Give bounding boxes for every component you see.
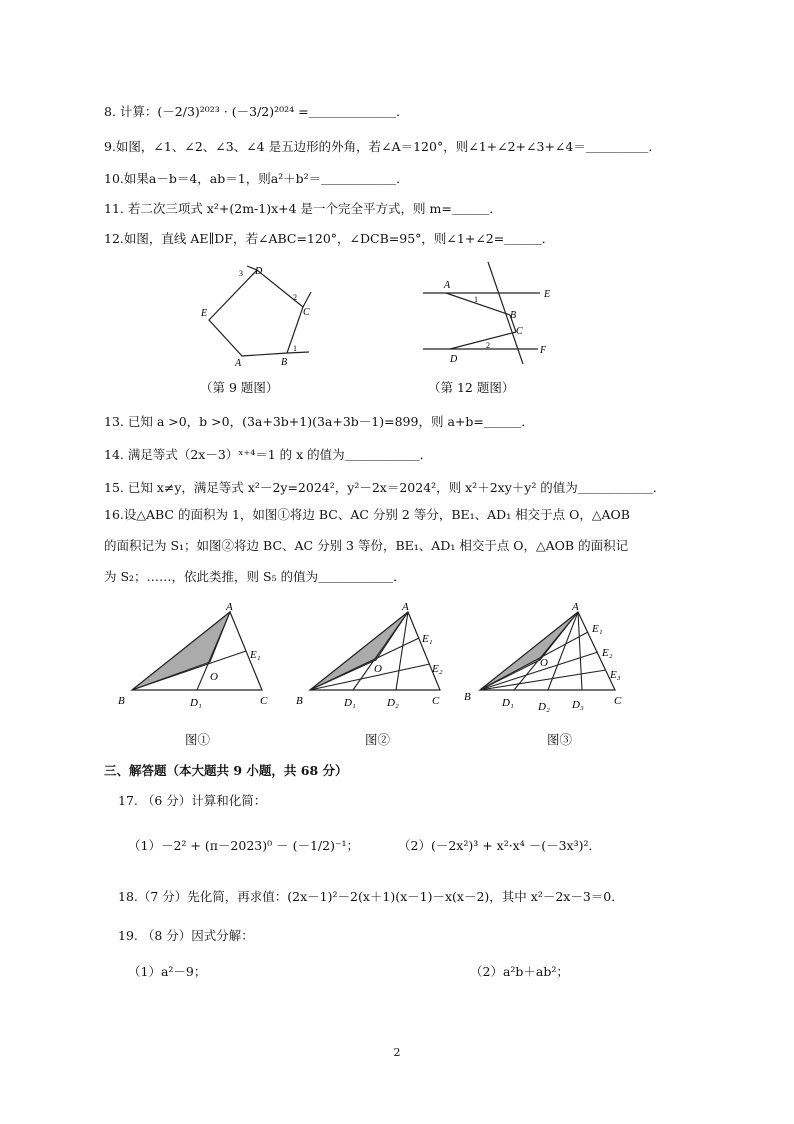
line-label-b: B — [510, 310, 517, 321]
line-label-e: E — [544, 289, 551, 300]
pent-label-a: A — [235, 358, 242, 367]
tri1-label-o: O — [210, 671, 218, 683]
figure-12-parallel-lines — [418, 260, 558, 368]
question-16-line1: 16.设△ABC 的面积为 1，如图①将边 BC、AC 分别 2 等分，BE₁、AD₁ 相交于点 O，△AOB — [104, 507, 630, 522]
question-10: 10.如果a－b＝4，ab＝1，则a²＋b²＝＿＿＿＿＿＿． — [104, 171, 409, 186]
question-16-line3: 为 S₂；……，依此类推，则 S₅ 的值为＿＿＿＿＿＿． — [104, 569, 406, 584]
tri1-label-d1: D₁ — [190, 697, 202, 709]
tri3-label-d2: D₂ — [538, 701, 550, 713]
question-14: 14. 满足等式（2x－3）ˣ⁺⁴＝1 的 x 的值为＿＿＿＿＿＿． — [104, 447, 433, 462]
tri2-label-b: B — [296, 695, 303, 707]
line-label-f: F — [540, 345, 547, 356]
question-9: 9.如图，∠1、∠2、∠3、∠4 是五边形的外角，若∠A＝120°，则∠1+∠2+∠3+∠4＝＿＿＿＿＿． — [104, 139, 661, 154]
question-8: 8. 计算：(－2/3)²⁰²³ · (－3/2)²⁰²⁴ =＿＿＿＿＿＿＿． — [104, 104, 409, 119]
pent-label-c: C — [303, 307, 310, 318]
tri2-label-e1: E₁ — [422, 633, 433, 645]
tri2-label-e2: E₂ — [432, 663, 443, 675]
caption-fig-b: 图② — [365, 732, 391, 747]
tri1-label-a: A — [226, 601, 233, 613]
question-19-part2: （2）a²b＋ab²； — [470, 964, 569, 979]
caption-fig-c: 图③ — [547, 732, 573, 747]
tri3-label-o: O — [540, 657, 548, 669]
tri3-label-e3: E₃ — [610, 669, 621, 681]
line-label-a: A — [444, 280, 451, 291]
question-11: 11. 若二次三项式 x²+(2m-1)x+4 是一个完全平方式，则 m=＿＿＿． — [104, 201, 502, 216]
tri1-label-b: B — [118, 695, 125, 707]
tri2-label-d2: D₂ — [387, 697, 399, 709]
line-angle-1: 1 — [474, 295, 478, 304]
question-12: 12.如图，直线 AE∥DF，若∠ABC=120°，∠DCB=95°，则∠1+∠2=＿＿＿． — [104, 231, 555, 246]
pent-label-d: D — [255, 266, 263, 277]
figure-triangle-1 — [112, 600, 282, 720]
tri1-label-e1: E₁ — [250, 649, 261, 661]
tri2-label-d1: D₁ — [344, 697, 356, 709]
tri1-label-c: C — [260, 695, 268, 707]
tri2-label-c: C — [432, 695, 440, 707]
tri3-label-e2: E₂ — [602, 647, 613, 659]
tri3-label-b: B — [464, 691, 471, 703]
caption-fig12: （第 12 题图） — [428, 380, 515, 395]
question-17-part1: （1）－2² + (π－2023)⁰ － (－1/2)⁻¹； — [128, 838, 360, 853]
tri2-label-o: O — [374, 663, 382, 675]
tri2-label-a: A — [402, 601, 409, 613]
question-17-part2: （2）(－2x²)³ + x²·x⁴ －(－3x³)²． — [398, 838, 601, 853]
question-18: 18.（7 分）先化简，再求值：(2x－1)²－2(x＋1)(x－1)－x(x－2)，其中 x²－2x－3＝0． — [118, 889, 624, 904]
tri3-label-e1: E₁ — [592, 623, 603, 635]
pent-angle-3: 3 — [239, 269, 243, 278]
tri3-label-d3: D₃ — [572, 699, 584, 711]
tri3-label-a: A — [572, 601, 579, 613]
tri3-label-d1: D₁ — [502, 697, 514, 709]
question-16-line2: 的面积记为 S₁；如图②将边 BC、AC 分别 3 等份，BE₁、AD₁ 相交于点 O，△AOB 的面积记 — [104, 538, 629, 553]
section-title: 三、解答题（本大题共 9 小题，共 68 分） — [104, 763, 348, 778]
figure-9-pentagon — [195, 262, 325, 367]
pent-angle-2: 2 — [293, 293, 297, 302]
question-15: 15. 已知 x≠y，满足等式 x²－2y=2024²，y²－2x＝2024²，则 x²＋2xy＋y² 的值为＿＿＿＿＿＿． — [104, 480, 666, 495]
caption-fig-a: 图① — [185, 732, 211, 747]
question-17-stem: 17. （6 分）计算和化简： — [118, 793, 267, 808]
question-19-part1: （1）a²－9； — [128, 964, 207, 979]
question-19-stem: 19. （8 分）因式分解： — [118, 928, 254, 943]
line-label-d: D — [450, 354, 458, 365]
tri3-label-c: C — [614, 695, 622, 707]
pent-angle-1: 1 — [293, 344, 297, 353]
figure-triangle-3 — [460, 600, 635, 720]
pent-label-e: E — [201, 308, 208, 319]
line-label-c: C — [516, 326, 523, 337]
line-angle-2: 2 — [486, 341, 490, 350]
figure-triangle-2 — [290, 600, 460, 720]
question-13: 13. 已知 a >0，b >0，(3a+3b+1)(3a+3b－1)=899，则 a+b=＿＿＿． — [104, 414, 534, 429]
caption-fig9: （第 9 题图） — [200, 380, 279, 395]
page-number: 2 — [393, 1046, 401, 1059]
pent-label-b: B — [281, 357, 288, 367]
